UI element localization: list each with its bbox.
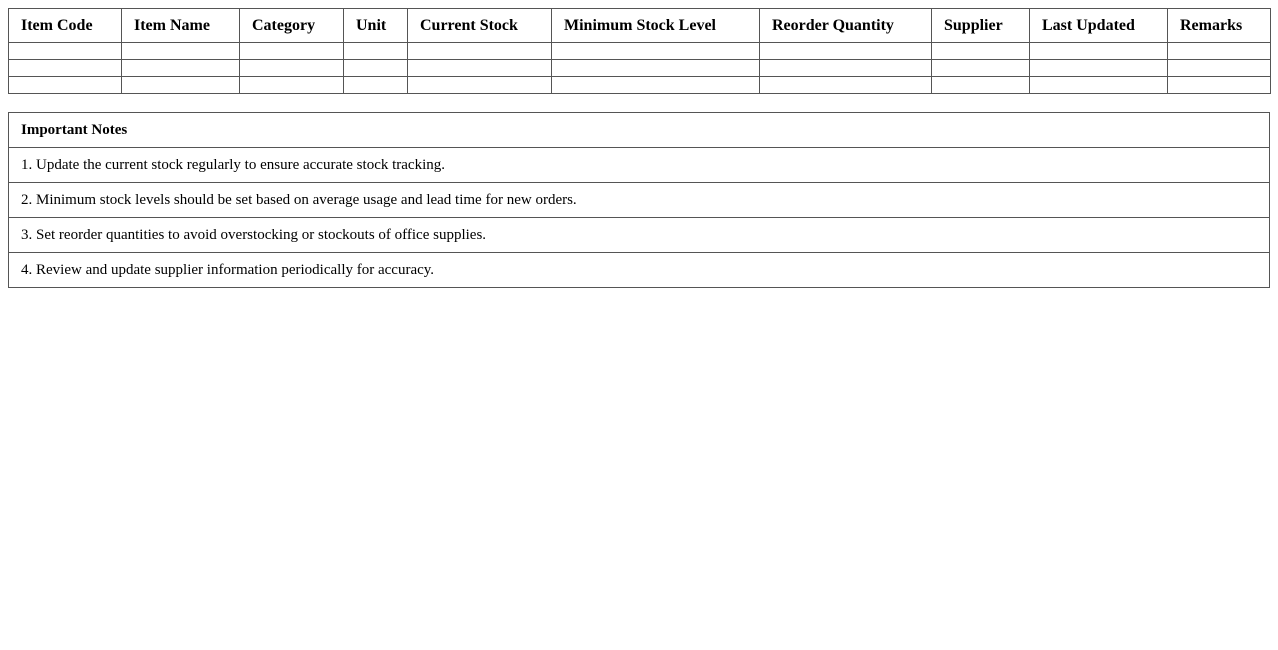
table-cell-category[interactable] xyxy=(240,43,344,60)
page xyxy=(0,0,1278,288)
table-row xyxy=(9,43,1271,60)
column-header-current-stock: Current Stock xyxy=(408,9,552,43)
note-item: 2. Minimum stock levels should be set based on average usage and lead time for new orders. xyxy=(9,183,1270,218)
table-cell-reorder-quantity[interactable] xyxy=(760,77,932,94)
column-header-reorder-quantity: Reorder Quantity xyxy=(760,9,932,43)
inventory-header-row xyxy=(9,9,1271,43)
table-cell-item-code[interactable] xyxy=(9,43,122,60)
column-header-minimum-stock-level: Minimum Stock Level xyxy=(552,9,760,43)
table-cell-minimum-stock-level[interactable] xyxy=(552,77,760,94)
notes-title: Important Notes xyxy=(9,113,1270,148)
table-cell-minimum-stock-level[interactable] xyxy=(552,43,760,60)
note-item: 1. Update the current stock regularly to ensure accurate stock tracking. xyxy=(9,148,1270,183)
table-cell-minimum-stock-level[interactable] xyxy=(552,60,760,77)
table-cell-item-name[interactable] xyxy=(122,60,240,77)
note-item: 3. Set reorder quantities to avoid overstocking or stockouts of office supplies. xyxy=(9,218,1270,253)
table-cell-supplier[interactable] xyxy=(932,60,1030,77)
table-cell-category[interactable] xyxy=(240,77,344,94)
table-row xyxy=(9,77,1271,94)
table-cell-last-updated[interactable] xyxy=(1030,60,1168,77)
inventory-table xyxy=(8,8,1271,94)
table-cell-unit[interactable] xyxy=(344,77,408,94)
table-cell-supplier[interactable] xyxy=(932,43,1030,60)
table-cell-remarks[interactable] xyxy=(1168,77,1271,94)
table-cell-item-name[interactable] xyxy=(122,43,240,60)
column-header-category: Category xyxy=(240,9,344,43)
note-row xyxy=(9,218,1270,253)
table-cell-last-updated[interactable] xyxy=(1030,77,1168,94)
table-cell-unit[interactable] xyxy=(344,60,408,77)
note-item: 4. Review and update supplier information periodically for accuracy. xyxy=(9,253,1270,288)
table-cell-current-stock[interactable] xyxy=(408,43,552,60)
column-header-supplier: Supplier xyxy=(932,9,1030,43)
column-header-item-name: Item Name xyxy=(122,9,240,43)
note-row xyxy=(9,148,1270,183)
table-cell-reorder-quantity[interactable] xyxy=(760,60,932,77)
notes-header-row xyxy=(9,113,1270,148)
note-row xyxy=(9,253,1270,288)
table-cell-unit[interactable] xyxy=(344,43,408,60)
column-header-last-updated: Last Updated xyxy=(1030,9,1168,43)
table-cell-last-updated[interactable] xyxy=(1030,43,1168,60)
table-cell-remarks[interactable] xyxy=(1168,60,1271,77)
table-cell-item-code[interactable] xyxy=(9,77,122,94)
table-cell-item-code[interactable] xyxy=(9,60,122,77)
column-header-remarks: Remarks xyxy=(1168,9,1271,43)
table-cell-current-stock[interactable] xyxy=(408,77,552,94)
table-cell-category[interactable] xyxy=(240,60,344,77)
table-row xyxy=(9,60,1271,77)
column-header-item-code: Item Code xyxy=(9,9,122,43)
table-cell-reorder-quantity[interactable] xyxy=(760,43,932,60)
important-notes-table xyxy=(8,112,1270,288)
table-cell-item-name[interactable] xyxy=(122,77,240,94)
column-header-unit: Unit xyxy=(344,9,408,43)
note-row xyxy=(9,183,1270,218)
table-cell-supplier[interactable] xyxy=(932,77,1030,94)
table-cell-current-stock[interactable] xyxy=(408,60,552,77)
table-cell-remarks[interactable] xyxy=(1168,43,1271,60)
